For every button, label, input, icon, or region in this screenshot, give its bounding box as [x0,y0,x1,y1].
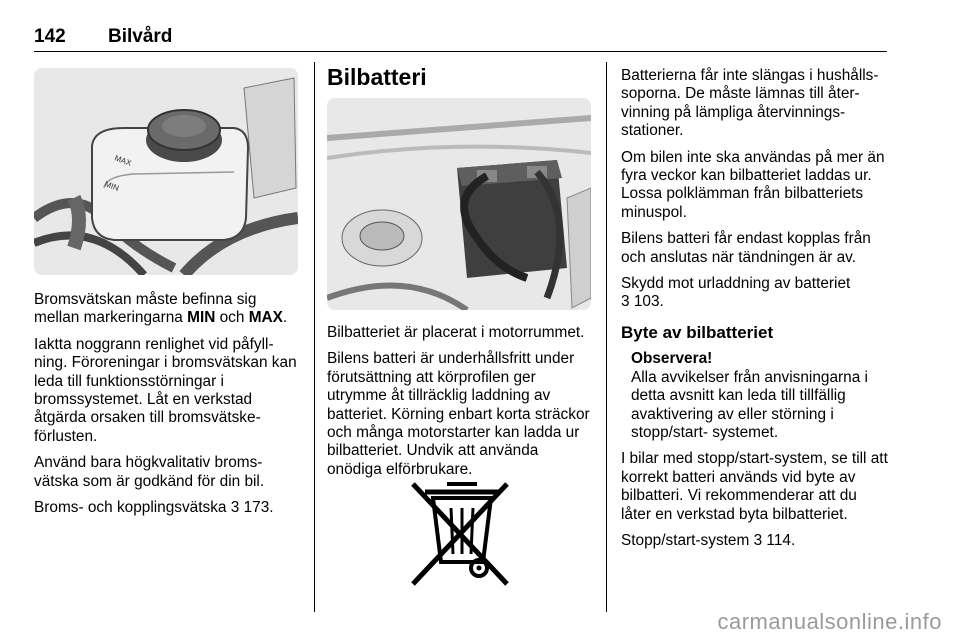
long-storage-paragraph: Om bilen inte ska användas på mer än fyra veckor kan bilbatteriet laddas ur. Lossa polklämman från bilbatteriets minuspol. [621,148,885,221]
max-label: MAX [248,309,283,327]
stop-start-reference: Stopp/start-system 3 114. [621,531,796,549]
subsection-heading-byte: Byte av bilbatteriet [621,322,774,342]
column-divider-1 [314,62,315,612]
stop-start-battery-paragraph: I bilar med stopp/start-system, se till att korrekt batteri används vid byte av bilbatteri. Vi rekommenderar att du låter en verkstad byta bilbatteriet. [621,450,888,523]
page-ref-link[interactable]: 3 103. [621,293,664,311]
column-3-text [621,67,891,558]
min-label: MIN [187,309,216,327]
page-ref-link[interactable]: 3 114. [753,531,796,549]
battery-location-paragraph: Bilbatteriet är placerat i motorrummet. [327,324,585,341]
column-divider-2 [606,62,607,612]
page-header [34,26,172,48]
column-2-text [327,324,597,487]
min-max-paragraph: Bromsvätskan måste befinna sig mellan markeringarna MIN och MAX. [34,291,288,327]
caution-note [621,350,891,442]
cleanliness-paragraph: Iaktta noggrann renlighet vid påfyllning. Föroreningar i bromsvätskan kan leda till funktionsstörningar i bromssystemet. Låt en verkstad åtgärda orsaken till bromsvätskeförlusten. [34,335,297,445]
chapter-title: Bilvård [108,26,173,47]
discharge-protection-paragraph: Skydd mot urladdning av batteriet 3 103. [621,275,851,311]
crossed-out-bin-icon [403,480,521,588]
page-number: 142 [34,26,66,47]
header-rule [34,51,887,52]
watermark: carmanualsonline.info [717,609,942,634]
disposal-paragraph: Batterierna får inte slängas i hushållssoporna. De måste lämnas till återvinning på lämpliga återvinningsstationer. [621,67,879,140]
car-battery-illustration [327,98,591,310]
note-title: Observera! [631,350,713,368]
brake-fluid-reference: Broms- och kopplingsvätska 3 173. [34,499,274,517]
brake-fluid-reservoir-illustration [34,68,298,275]
note-text: Alla avvikelser från anvisningarna i detta avsnitt kan leda till tillfällig avaktivering av eller störning i stopp/start- systemet. [631,368,868,441]
ignition-off-paragraph: Bilens batteri får endast kopplas från och anslutas när tändningen är av. [621,230,871,266]
column-1-text [34,291,300,525]
maintenance-paragraph: Bilens batteri är underhållsfritt under förutsättning att körprofilen ger utrymme åt tillräcklig laddning av batteriet. Körning enbart korta sträckor och många motorstarter kan ladda ur bilbatteriet. Undvik att använda onödiga elförbrukare. [327,350,590,478]
min-marking: MIN [103,179,121,193]
quality-paragraph: Använd bara högkvalitativ bromsvätska som är godkänd för din bil. [34,454,265,490]
section-heading-bilbatteri: Bilbatteri [327,64,427,90]
max-marking: MAX [113,153,133,168]
page-ref-link[interactable]: 3 173. [230,499,274,517]
